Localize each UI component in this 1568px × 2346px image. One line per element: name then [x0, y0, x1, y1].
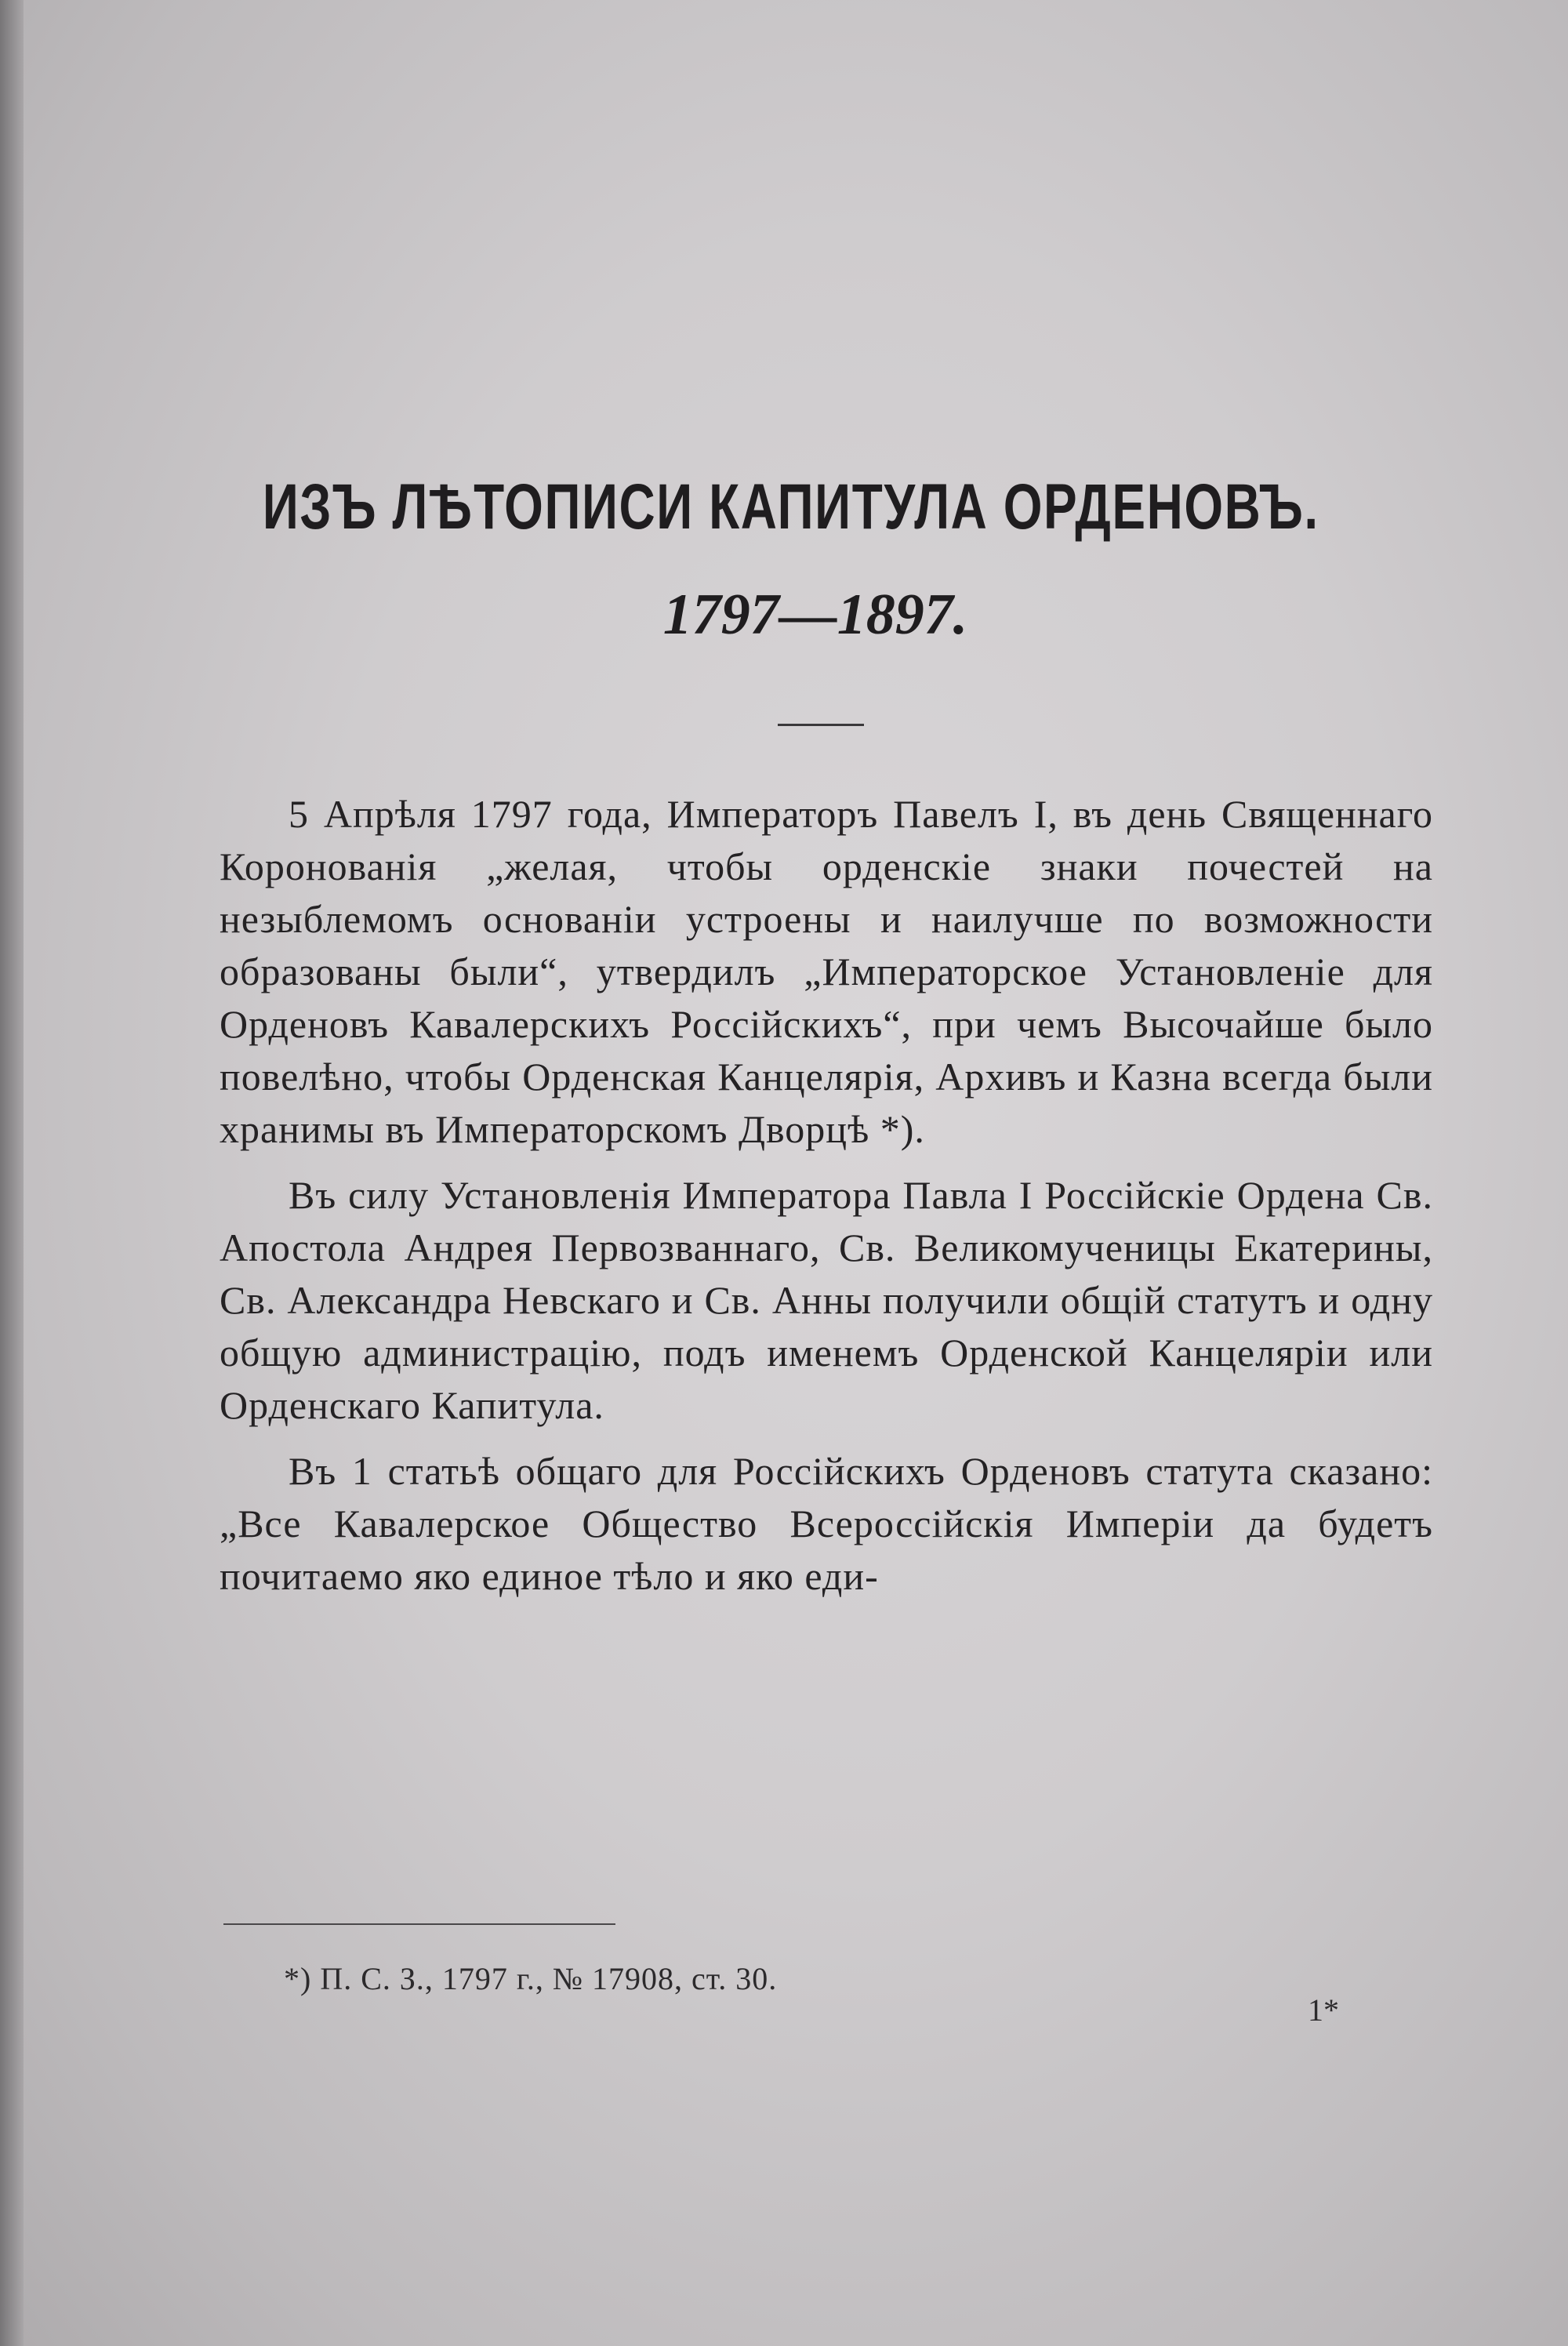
- paragraph: Въ силу Установленія Императора Павла I Россійскіе Ордена Св. Апостола Андрея Первозваннаго, Св. Великомученицы Екатерины, Св. Александра Невскаго и Св. Анны получили общій статутъ и одну общую администрацію, подъ именемъ Орденской Канцеляріи или Орденскаго Капитула.: [220, 1173, 1433, 1427]
- signature-mark: 1*: [1308, 1992, 1339, 2028]
- page-gutter-shadow: [0, 0, 24, 2346]
- paragraph: Въ 1 статьѣ общаго для Россійскихъ Орденовъ статута сказано: „Все Кавалерское Общество Всероссійскія Имперіи да будетъ почитаемо яко единое тѣло и яко еди-: [220, 1449, 1433, 1598]
- body-text: [220, 788, 1433, 1616]
- footnote-divider: [223, 1923, 615, 1925]
- paragraph: 5 Апрѣля 1797 года, Императоръ Павелъ I, въ день Священнаго Коронованія „желая, чтобы орденскіе знаки почестей на незыблемомъ основаніи устроены и наилучше по возможности образованы были“, утвердилъ „Императорское Установленіе для Орденовъ Кавалерскихъ Россійскихъ“, при чемъ Высочайше было повелѣно, чтобы Орденская Канцелярія, Архивъ и Казна всегда были хранимы въ Императорскомъ Дворцѣ *).: [220, 792, 1433, 1151]
- footnote: *) П. С. З., 1797 г., № 17908, ст. 30.: [284, 1961, 778, 1996]
- chapter-years: 1797—1897.: [662, 583, 968, 647]
- chapter-title: ИЗЪ ЛѢТОПИСИ КАПИТУЛА ОРДЕНОВЪ.: [262, 471, 1319, 543]
- title-divider: [778, 724, 864, 726]
